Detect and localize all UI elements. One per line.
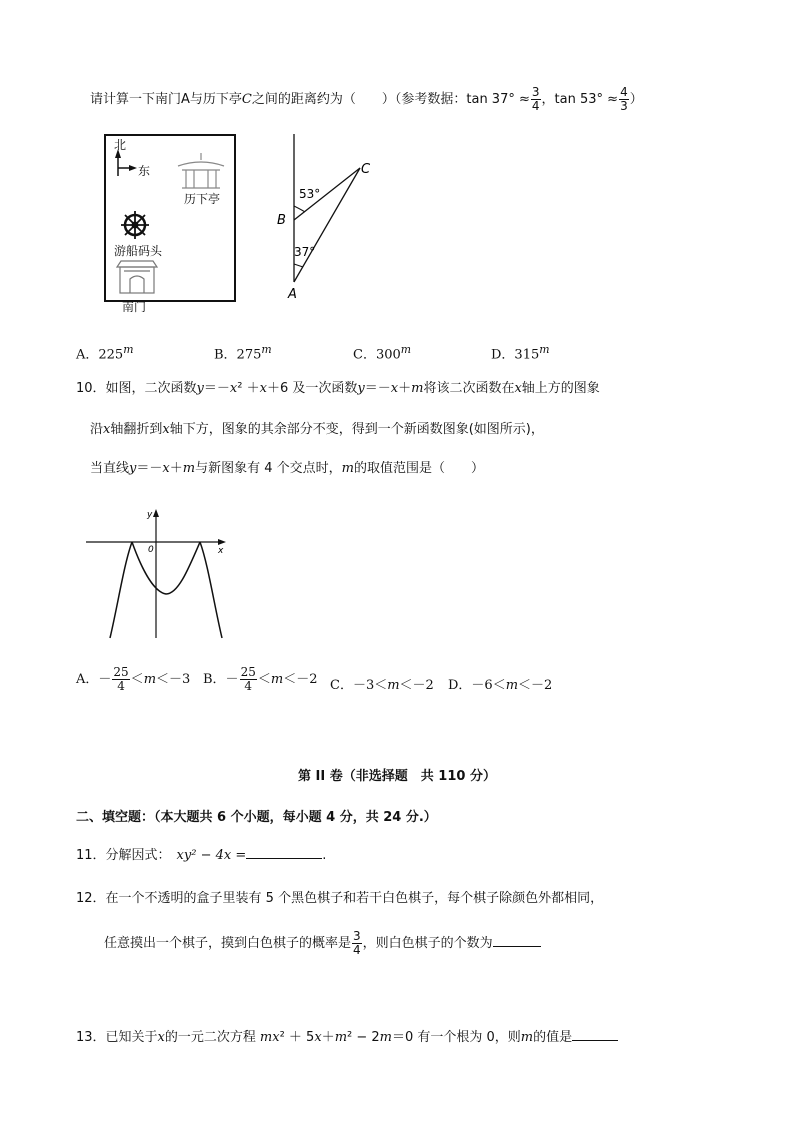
q10-text-a: 10．如图，二次函数 [76,381,197,396]
q11 [76,847,326,865]
q10-l2-x: x [103,422,111,437]
q10-line-1 [76,380,600,398]
q10-var-x3: x [390,381,399,396]
q9-tan53-num: 4 [620,85,628,99]
q11-suffix: . [322,848,327,863]
q13-answer-blank[interactable] [572,1040,618,1041]
q12-line-1: 12．在一个不透明的盒子里装有 5 个黑色棋子和若干白色棋子，每个棋子除颜色外都相同， [76,891,604,906]
q9-tan37-num: 3 [531,85,540,99]
q10-l3-y: y [129,461,137,476]
q10-b-lt: ＜ [257,672,271,687]
q13-b: 的一元二次方程 [164,1030,256,1045]
q9-option-b-unit: m [261,343,272,356]
q10-a-pre: A．－ [76,672,112,687]
q10-text-e: ＝－ [364,381,391,396]
q10-line-3 [90,460,484,478]
point-b-label: B [277,213,286,228]
q9-stem [90,86,643,113]
q10-a-den: 4 [117,679,125,693]
map-label-east: 东 [138,164,151,178]
ship-wheel-icon [121,211,149,239]
q9-tan37-fraction [531,86,541,113]
angle-a-label: 37° [294,245,316,259]
q10-line-2 [90,421,544,439]
q13-eq-m: mx [259,1030,280,1045]
q9-option-d[interactable] [491,341,550,364]
q13-x: x [157,1030,165,1045]
q10-c-pre: C．－3＜ [330,678,388,693]
q10-d-pre: D．－6＜ [448,678,506,693]
q10-d-m: m [505,678,519,693]
q9-tan53: tan 53° ≈ [554,92,619,107]
right-branch-curve [200,542,222,638]
q12-num: 3 [353,929,361,943]
q12-line2-a: 任意摸出一个棋子，摸到白色棋子的概率是 [104,936,352,951]
q10-l2-a: 沿 [90,422,104,437]
q9-tan37: tan 37° ≈ [466,92,530,107]
point-c-label: C [361,162,371,177]
q10-l3-b: ＝－ [136,461,163,476]
q9-option-c-unit: m [400,343,412,356]
graph-origin-label: 0 [148,545,154,555]
q13-m3: m [379,1030,392,1045]
q10-l3-d: 与新图象有 4 个交点时， [195,461,342,476]
q10-option-a[interactable] [76,666,190,693]
x-axis-arrow-icon [218,539,226,545]
q9-stem-text: 请计算一下南门A与历下亭 [90,92,242,107]
q9-option-c-label: C．300 [353,347,401,363]
graph-x-label: x [218,546,224,556]
q10-l3-c: ＋ [169,461,183,476]
q9-option-a-label: A．225 [76,347,124,363]
left-branch-curve [110,542,132,638]
pavilion-icon [178,153,224,188]
q9-option-c[interactable] [353,341,411,364]
q10-a-num: 25 [113,665,129,679]
q10-var-y2: y [357,381,365,396]
q10-var-m: m [411,381,424,396]
q9-option-b-label: B．275 [214,347,262,363]
q10-text-b: ＝－ [203,381,230,396]
q13-e: ² − 2 [347,1030,380,1045]
q11-expr: xy² − 4x = [176,848,247,863]
q10-option-d[interactable] [448,677,552,695]
q10-b-pre: B．－ [203,672,239,687]
map-label-pavilion: 历下亭 [184,192,221,206]
q10-a-frac [112,666,129,693]
q12-fraction [352,930,362,957]
graph-y-label: y [147,510,153,520]
map-label-gate: 南门 [122,300,147,314]
map-label-pier: 游船码头 [114,244,163,258]
q10-text-g: 将该二次函数在 [423,381,515,396]
q13-c: ² ＋ 5 [279,1030,315,1045]
q13-x2: x [314,1030,322,1045]
q13-d: ＋ [321,1030,335,1045]
q12-line-2 [104,930,541,957]
point-a-label: A [288,287,297,302]
q9-stem-tail: 之间的距离约为（ ）（参考数据： [251,92,467,107]
q10-l2-b: 轴翻折到 [110,422,163,437]
q10-l3-x: x [162,461,170,476]
q10-text-h: 轴上方的图象 [521,381,600,396]
q11-prefix: 11．分解因式： [76,848,171,863]
q10-option-c[interactable] [330,677,434,695]
q9-option-a[interactable] [76,341,133,364]
q13-a: 13．已知关于 [76,1030,158,1045]
q9-option-d-label: D．315 [491,347,540,363]
q10-b-m: m [270,672,284,687]
q12-line2-b: ，则白色棋子的个数为 [362,936,493,951]
q9-tan37-den: 4 [531,99,540,113]
q10-var-xx: x [514,381,522,396]
q13-f: ＝0 有一个根为 0，则 [391,1030,521,1045]
q10-l3-m2: m [341,461,354,476]
east-arrow-icon [129,165,137,171]
q10-option-b[interactable] [203,666,317,693]
q10-l3-a: 当直线 [90,461,130,476]
y-axis-arrow-icon [153,509,159,517]
q9-sep: ， [541,92,555,107]
section-heading: 二、填空题：（本大题共 6 个小题，每小题 4 分，共 24 分.） [76,810,437,825]
q9-tan53-den: 3 [620,99,628,113]
map-label-north: 北 [114,138,127,152]
q9-map-figure [104,134,236,314]
q10-var-y: y [196,381,204,396]
q13-m4: m [520,1030,534,1045]
q9-tan53-fraction [619,86,629,113]
q10-text-c: ² ＋ [237,381,260,396]
q9-option-b[interactable] [214,341,272,364]
q10-var-x: x [259,381,267,396]
angle-b-arc [294,206,305,212]
q9-triangle-figure [270,130,380,305]
q9-map-svg [106,136,234,300]
q13-g: 的值是 [533,1030,573,1045]
q13 [76,1029,618,1047]
q10-l2-x2: x [162,422,170,437]
segment-ac [294,168,360,282]
q10-graph [84,504,234,640]
q11-answer-blank[interactable] [246,858,322,859]
q9-close: ） [629,92,643,107]
angle-b-label: 53° [299,187,321,201]
q9-point-c: C [241,92,252,107]
flipped-arc-curve [132,542,200,594]
q13-m2: m [334,1030,348,1045]
q10-c-post: ＜－2 [399,678,434,693]
q10-c-m: m [387,678,400,693]
part2-title: 第 II 卷（非选择题 共 110 分） [298,769,496,784]
q12-answer-blank[interactable] [493,946,541,947]
q10-var-x2: x [229,381,238,396]
q10-l3-e: 的取值范围是（ ） [353,461,484,476]
q10-l2-c: 轴下方，图象的其余部分不变，得到一个新函数图象(如图所示)， [169,422,544,437]
q10-b-den: 4 [244,679,253,693]
q12-den: 4 [353,943,361,957]
q10-b-num: 25 [240,665,256,679]
angle-a-arc [294,264,303,267]
q10-d-post: ＜－2 [518,678,553,693]
q10-l3-m: m [182,461,196,476]
q10-a-post: ＜－3 [156,672,191,687]
q10-text-f: ＋ [398,381,412,396]
q9-option-a-unit: m [123,343,134,356]
gate-icon [117,261,157,293]
q9-option-d-unit: m [539,343,550,356]
q10-a-lt: ＜ [130,672,144,687]
q10-a-m: m [143,672,157,687]
q10-text-d: ＋6 及一次函数 [266,381,358,396]
q10-b-post: ＜－2 [283,672,318,687]
q10-b-frac [240,666,257,693]
